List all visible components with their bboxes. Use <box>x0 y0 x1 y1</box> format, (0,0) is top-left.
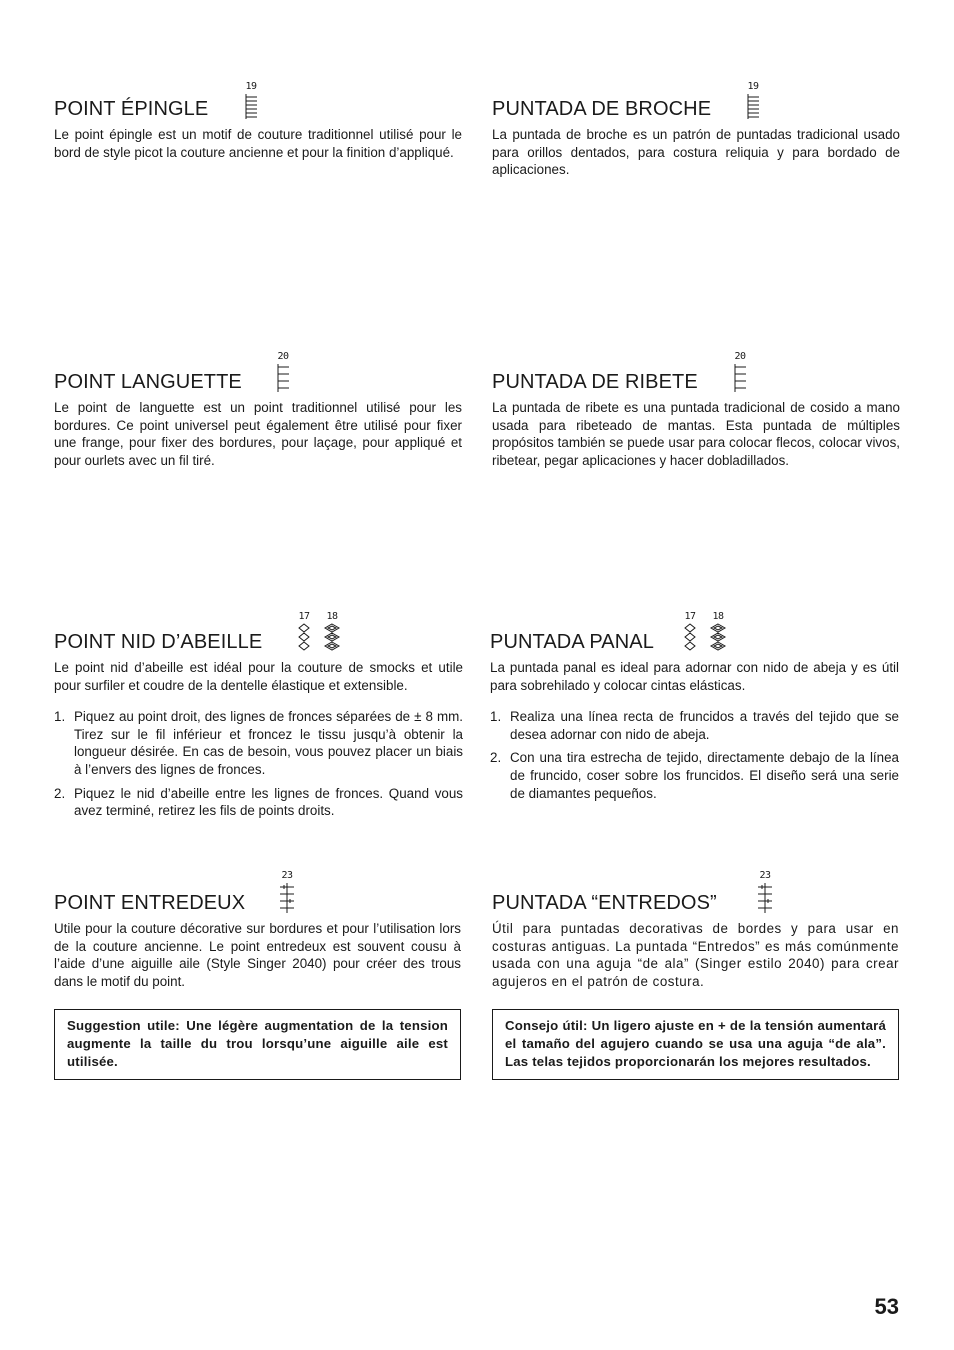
section-text: Le point nid d’abeille est idéal pour la couture de smocks et utile pour surfiler et coudre de la dentelle élastique et extensible. <box>54 660 463 693</box>
stitch-number: 18 <box>326 611 338 622</box>
section-title: PUNTADA DE RIBETE <box>492 371 698 393</box>
section-puntada-entredos <box>492 868 899 1080</box>
double-honeycomb-stitch-icon <box>709 623 727 653</box>
section-text: Le point de languette est un point traditionnel utilisé pour les bordures. Ce point universel peut également être utilisé pour fixer une frange, pour fixer des bordures, pour laçage, pour appliqué et pour ourlets avec un fil tiré. <box>54 400 462 468</box>
stitch-number: 17 <box>298 611 310 622</box>
section-text: Utile pour la couture décorative sur bordures et pour l’utilisation lors de la couture ancienne. Le point entredeux est souvent cousu à l’aide d’une aiguille aile (Style Singer 2040) pour créer des trous dans le motif du point. <box>54 921 461 989</box>
section-title: POINT ENTREDEUX <box>54 892 246 914</box>
section-point-epingle <box>54 74 462 161</box>
stitch-number: 23 <box>281 870 293 881</box>
section-puntada-de-ribete <box>492 347 900 469</box>
list-item: 1. Realiza una línea recta de fruncidos a través del tejido que se desea adornar con nido de abeja. <box>490 709 899 742</box>
honeycomb-stitch-icon <box>683 623 697 653</box>
list-item: 2. Piquez le nid d’abeille entre les lignes de fronces. Quand vous avez terminé, retirez les fils de points droits. <box>54 785 463 819</box>
tip-box: Suggestion utile: Une légère augmentation de la tension augmente la taille du trou lorsqu’une aiguille aile est utilisée. <box>54 1009 461 1080</box>
section-title: POINT ÉPINGLE <box>54 98 209 120</box>
double-honeycomb-stitch-icon <box>323 623 341 653</box>
section-title: POINT LANGUETTE <box>54 371 242 393</box>
section-title: PUNTADA PANAL <box>490 631 654 653</box>
steps-list <box>490 708 899 802</box>
blanket-stitch-icon <box>733 363 747 393</box>
stitch-number: 18 <box>712 611 724 622</box>
page-number: 53 <box>874 1294 899 1319</box>
stitch-number: 19 <box>245 81 257 92</box>
section-puntada-de-broche <box>492 74 900 179</box>
list-item: 1. Piquez au point droit, des lignes de fronces séparées de ± 8 mm. Tirez sur le fil inférieur et froncez le tissu jusqu’à obtenir la longueur désirée. En cas de besoin, vous pouvez placer un biais à l’envers des lignes de fronces. <box>54 709 463 777</box>
entredeux-stitch-icon <box>757 882 773 914</box>
stitch-number: 17 <box>684 611 696 622</box>
picot-stitch-icon <box>746 93 760 120</box>
section-title: PUNTADA DE BROCHE <box>492 98 712 120</box>
tip-box: Consejo útil: Un ligero ajuste en + de la tensión aumentará el tamaño del agujero cuando se usa una aguja “de ala”. Las telas tejidos proporcionarán los mejores resultados. <box>492 1009 899 1080</box>
section-puntada-panal <box>490 607 899 808</box>
stitch-number: 23 <box>759 870 771 881</box>
honeycomb-stitch-icon <box>297 623 311 653</box>
section-point-languette <box>54 347 462 469</box>
picot-stitch-icon <box>244 93 258 120</box>
section-point-nid-dabeille <box>54 607 463 826</box>
stitch-number: 19 <box>747 81 759 92</box>
blanket-stitch-icon <box>276 363 290 393</box>
entredeux-stitch-icon <box>279 882 295 914</box>
section-point-entredeux <box>54 868 461 1080</box>
stitch-number: 20 <box>734 351 746 362</box>
steps-list <box>54 708 463 820</box>
stitch-number: 20 <box>277 351 289 362</box>
section-title: PUNTADA “ENTREDOS” <box>492 892 717 914</box>
section-text: Le point épingle est un motif de couture traditionnel utilisé pour le bord de style picot la couture ancienne et pour la finition d’appliqué. <box>54 127 462 160</box>
section-text: La puntada de ribete es una puntada tradicional de cosido a mano usada para ribeteado de mantas. Esta puntada de múltiples propósitos también se puede usar para colocar flecos, colocar vivos, ribetear, pegar aplicaciones y hacer dobladillados. <box>492 400 900 468</box>
section-title: POINT NID D’ABEILLE <box>54 631 263 653</box>
section-text: La puntada de broche es un patrón de puntadas tradicional usado para orillos dentados, para costura reliquia y para bordado de aplicaciones. <box>492 127 900 178</box>
section-text: La puntada panal es ideal para adornar con nido de abeja y es útil para sobrehilado y colocar cintas elásticas. <box>490 660 899 693</box>
list-item: 2. Con una tira estrecha de tejido, directamente debajo de la línea de fruncido, coser sobre los fruncidos. El diseño será una serie de diamantes pequeños. <box>490 750 899 801</box>
section-text: Útil para puntadas decorativas de bordes y para usar en costuras antiguas. La puntada “Entredos” es más comúnmente usada con una aguja “de ala” (Singer estilo 2040) para crear agujeros en el patrón de costura. <box>492 921 899 989</box>
